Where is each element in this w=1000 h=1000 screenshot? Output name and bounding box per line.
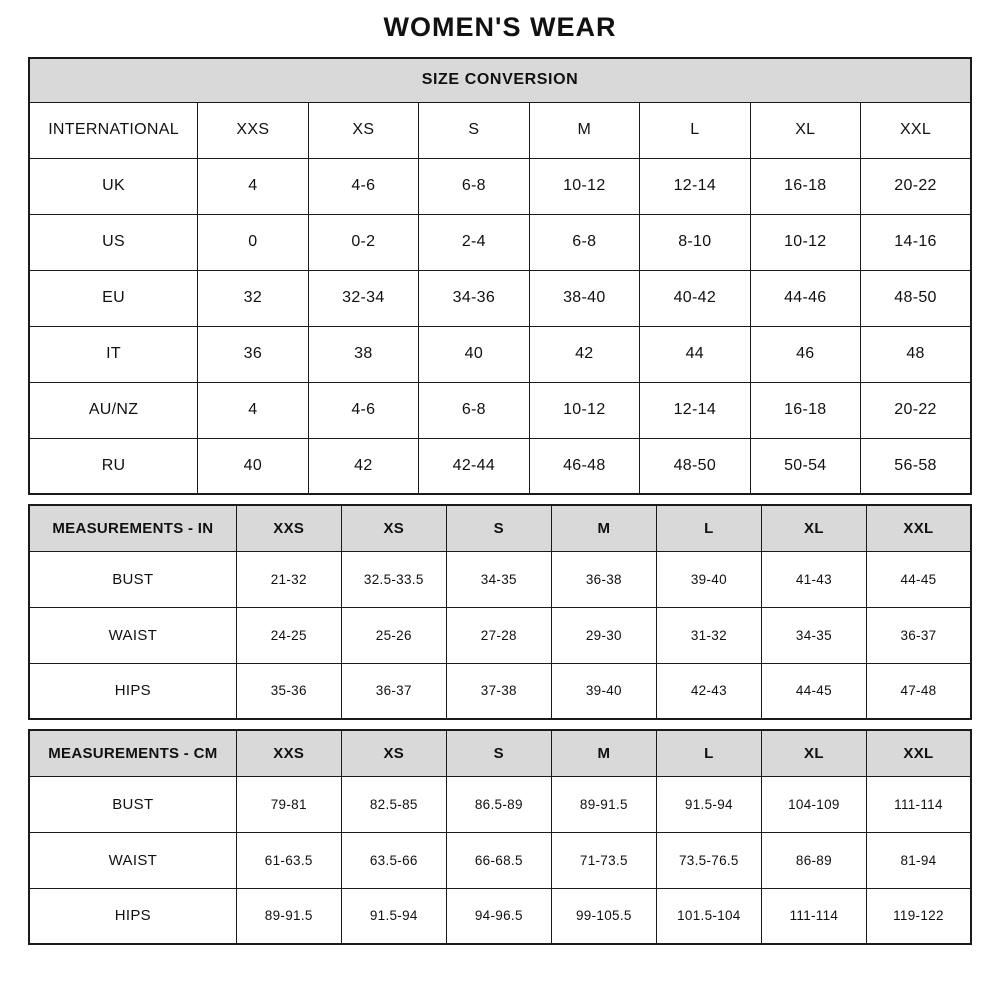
- size-header: M: [551, 505, 656, 551]
- table-row: [29, 832, 971, 888]
- size-conversion-table: [28, 57, 972, 495]
- cell: L: [640, 102, 750, 158]
- cell: 48-50: [861, 270, 971, 326]
- cell: 34-35: [761, 607, 866, 663]
- size-header: XL: [761, 730, 866, 776]
- cell: 27-28: [446, 607, 551, 663]
- cell: 94-96.5: [446, 888, 551, 944]
- cell: 47-48: [866, 663, 971, 719]
- cell: 91.5-94: [341, 888, 446, 944]
- table-row: [29, 663, 971, 719]
- table-row: [29, 326, 971, 382]
- cell: 10-12: [750, 214, 860, 270]
- cell: 20-22: [861, 158, 971, 214]
- table-header-row: [29, 505, 971, 551]
- size-header: XS: [341, 730, 446, 776]
- size-conversion-title: SIZE CONVERSION: [29, 58, 971, 102]
- cell: 56-58: [861, 438, 971, 494]
- measurements-in-table: [28, 504, 972, 720]
- cell: 48: [861, 326, 971, 382]
- cell: 111-114: [866, 776, 971, 832]
- size-header: M: [551, 730, 656, 776]
- cell: M: [529, 102, 639, 158]
- cell: 44: [640, 326, 750, 382]
- cell: S: [419, 102, 529, 158]
- cell: 6-8: [419, 158, 529, 214]
- cell: 44-45: [761, 663, 866, 719]
- cell: 36-38: [551, 551, 656, 607]
- table-row: [29, 438, 971, 494]
- cell: 12-14: [640, 158, 750, 214]
- cell: 10-12: [529, 158, 639, 214]
- row-label: EU: [29, 270, 198, 326]
- row-label: HIPS: [29, 663, 236, 719]
- cell: 6-8: [529, 214, 639, 270]
- row-label: UK: [29, 158, 198, 214]
- cell: 89-91.5: [236, 888, 341, 944]
- cell: 91.5-94: [656, 776, 761, 832]
- table-row: [29, 382, 971, 438]
- row-label: INTERNATIONAL: [29, 102, 198, 158]
- cell: 4-6: [308, 382, 418, 438]
- cell: 35-36: [236, 663, 341, 719]
- cell: 86.5-89: [446, 776, 551, 832]
- cell: 6-8: [419, 382, 529, 438]
- row-label: BUST: [29, 776, 236, 832]
- size-header: XXL: [866, 505, 971, 551]
- cell: 39-40: [551, 663, 656, 719]
- cell: 36-37: [866, 607, 971, 663]
- size-header: XL: [761, 505, 866, 551]
- cell: XL: [750, 102, 860, 158]
- cell: 42-43: [656, 663, 761, 719]
- table-row: [29, 270, 971, 326]
- cell: 2-4: [419, 214, 529, 270]
- row-label: RU: [29, 438, 198, 494]
- cell: 44-45: [866, 551, 971, 607]
- cell: 41-43: [761, 551, 866, 607]
- cell: 16-18: [750, 382, 860, 438]
- table-row: [29, 888, 971, 944]
- cell: XS: [308, 102, 418, 158]
- cell: 36: [198, 326, 308, 382]
- size-header: S: [446, 505, 551, 551]
- cell: 20-22: [861, 382, 971, 438]
- cell: 86-89: [761, 832, 866, 888]
- table-header-row: [29, 730, 971, 776]
- cell: 8-10: [640, 214, 750, 270]
- size-header: XXS: [236, 505, 341, 551]
- cell: 63.5-66: [341, 832, 446, 888]
- page-title: WOMEN'S WEAR: [383, 12, 617, 42]
- cell: 29-30: [551, 607, 656, 663]
- cell: 71-73.5: [551, 832, 656, 888]
- cell: 40: [419, 326, 529, 382]
- size-header: XXL: [866, 730, 971, 776]
- cell: 42: [529, 326, 639, 382]
- cell: 21-32: [236, 551, 341, 607]
- row-label: AU/NZ: [29, 382, 198, 438]
- cell: 14-16: [861, 214, 971, 270]
- cell: 111-114: [761, 888, 866, 944]
- row-label: US: [29, 214, 198, 270]
- size-header: L: [656, 730, 761, 776]
- row-label: WAIST: [29, 832, 236, 888]
- cell: 42-44: [419, 438, 529, 494]
- cell: 25-26: [341, 607, 446, 663]
- cell: 34-36: [419, 270, 529, 326]
- row-label: HIPS: [29, 888, 236, 944]
- cell: 32.5-33.5: [341, 551, 446, 607]
- cell: 4: [198, 382, 308, 438]
- cell: 31-32: [656, 607, 761, 663]
- cell: XXL: [861, 102, 971, 158]
- row-label: IT: [29, 326, 198, 382]
- cell: 48-50: [640, 438, 750, 494]
- cell: 32-34: [308, 270, 418, 326]
- cell: 37-38: [446, 663, 551, 719]
- cell: 42: [308, 438, 418, 494]
- cell: 44-46: [750, 270, 860, 326]
- cell: 61-63.5: [236, 832, 341, 888]
- measurements-cm-table: [28, 729, 972, 945]
- cell: 39-40: [656, 551, 761, 607]
- cell: 40-42: [640, 270, 750, 326]
- cell: 89-91.5: [551, 776, 656, 832]
- table-row: [29, 214, 971, 270]
- cell: 4: [198, 158, 308, 214]
- cell: 0: [198, 214, 308, 270]
- cell: 38: [308, 326, 418, 382]
- cell: 79-81: [236, 776, 341, 832]
- cell: 81-94: [866, 832, 971, 888]
- cell: 38-40: [529, 270, 639, 326]
- table-row: [29, 158, 971, 214]
- table-header-row: [29, 58, 971, 102]
- cell: 104-109: [761, 776, 866, 832]
- row-label: WAIST: [29, 607, 236, 663]
- table-row: [29, 776, 971, 832]
- cell: 0-2: [308, 214, 418, 270]
- cell: 82.5-85: [341, 776, 446, 832]
- cell: 99-105.5: [551, 888, 656, 944]
- cell: 12-14: [640, 382, 750, 438]
- cell: 46: [750, 326, 860, 382]
- table-row: [29, 551, 971, 607]
- size-header: S: [446, 730, 551, 776]
- cell: 66-68.5: [446, 832, 551, 888]
- table-row: [29, 102, 971, 158]
- cell: 10-12: [529, 382, 639, 438]
- size-header: XXS: [236, 730, 341, 776]
- cell: 46-48: [529, 438, 639, 494]
- cell: 32: [198, 270, 308, 326]
- cell: 101.5-104: [656, 888, 761, 944]
- measurements-cm-title: MEASUREMENTS - CM: [29, 730, 236, 776]
- cell: 119-122: [866, 888, 971, 944]
- cell: 4-6: [308, 158, 418, 214]
- cell: 24-25: [236, 607, 341, 663]
- cell: 16-18: [750, 158, 860, 214]
- size-header: L: [656, 505, 761, 551]
- cell: 73.5-76.5: [656, 832, 761, 888]
- table-row: [29, 607, 971, 663]
- measurements-in-title: MEASUREMENTS - IN: [29, 505, 236, 551]
- cell: 34-35: [446, 551, 551, 607]
- cell: 36-37: [341, 663, 446, 719]
- cell: XXS: [198, 102, 308, 158]
- row-label: BUST: [29, 551, 236, 607]
- cell: 40: [198, 438, 308, 494]
- cell: 50-54: [750, 438, 860, 494]
- size-header: XS: [341, 505, 446, 551]
